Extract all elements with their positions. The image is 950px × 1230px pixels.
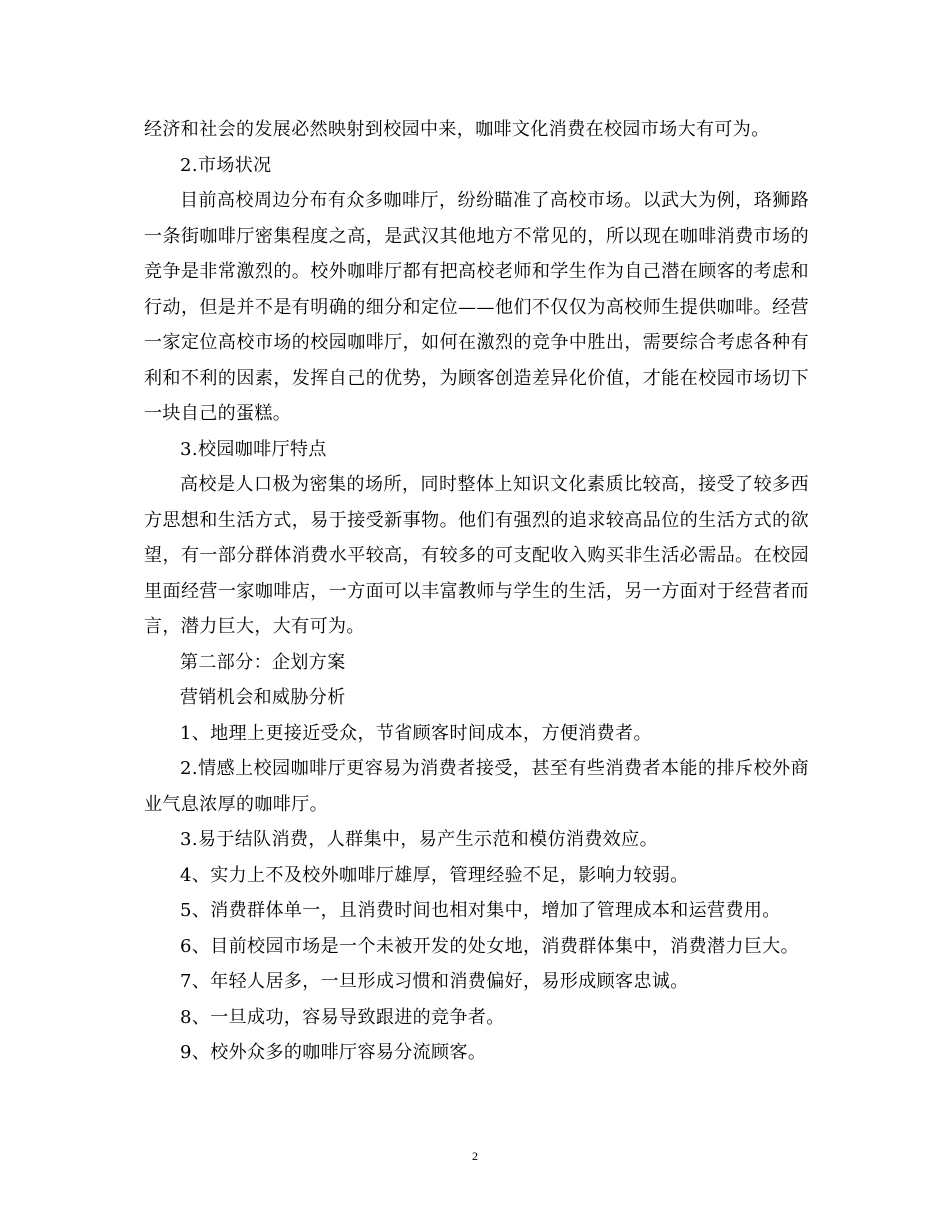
list-item-5: 5、消费群体单一，且消费时间也相对集中，增加了管理成本和运营费用。	[180, 900, 781, 921]
paragraph-continuation: 经济和社会的发展必然映射到校园中来，咖啡文化消费在校园市场大有可为。	[144, 119, 770, 140]
subheading-opportunity-threat: 营销机会和威胁分析	[180, 687, 346, 708]
document-body	[144, 112, 809, 1071]
section-heading-cafe-features: 3.校园咖啡厅特点	[180, 438, 327, 460]
list-item-1: 1、地理上更接近受众，节省顾客时间成本，方便消费者。	[180, 722, 652, 744]
list-item-7: 7、年轻人居多，一旦形成习惯和消费偏好，易形成顾客忠诚。	[180, 971, 689, 992]
list-item-6: 6、目前校园市场是一个未被开发的处女地，消费群体集中，消费潜力巨大。	[180, 935, 800, 957]
list-item-4: 4、实力上不及校外咖啡厅雄厚，管理经验不足，影响力较弱。	[180, 864, 689, 886]
list-item-8: 8、一旦成功，容易导致跟进的竞争者。	[180, 1006, 505, 1028]
paragraph-market-status: 目前高校周边分布有众多咖啡厅，纷纷瞄准了高校市场。以武大为例，珞狮路一条街咖啡厅密集程度之高，是武汉其他地方不常见的，所以现在咖啡消费市场的竞争是非常激烈的。校外咖啡厅都有把高校老师和学生作为自己潜在顾客的考虑和行动，但是并不是有明确的细分和定位——他们不仅仅为高校师生提供咖啡。经营一家定位高校市场的校园咖啡厅，如何在激烈的竞争中胜出，需要综合考虑各种有利和不利的因素，发挥自己的优势，为顾客创造差异化价值，才能在校园市场切下一块自己的蛋糕。	[144, 190, 809, 424]
list-item-9: 9、校外众多的咖啡厅容易分流顾客。	[180, 1042, 487, 1063]
page-number: 2	[472, 1149, 478, 1163]
paragraph-cafe-features: 高校是人口极为密集的场所，同时整体上知识文化素质比较高，接受了较多西方思想和生活方式，易于接受新事物。他们有强烈的追求较高品位的生活方式的欲望，有一部分群体消费水平较高，有较多的可支配收入购买非生活必需品。在校园里面经营一家咖啡店，一方面可以丰富教师与学生的生活，另一方面对于经营者而言，潜力巨大，大有可为。	[144, 474, 809, 637]
section-heading-market-status: 2.市场状况	[180, 154, 272, 176]
list-item-3: 3.易于结队消费，人群集中，易产生示范和模仿消费效应。	[180, 829, 658, 850]
part-heading-plan: 第二部分：企划方案	[180, 651, 346, 673]
list-item-2: 2.情感上校园咖啡厅更容易为消费者接受，甚至有些消费者本能的排斥校外商业气息浓厚的咖啡厅。	[144, 758, 809, 815]
